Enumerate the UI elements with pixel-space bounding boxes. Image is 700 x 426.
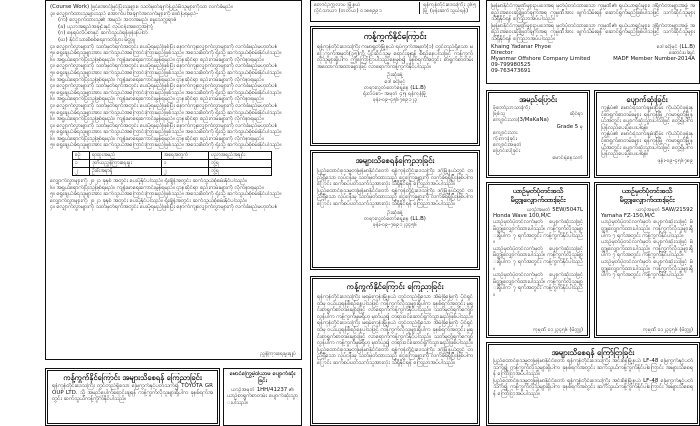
- table-cell: ဦးစီးအရာရှိ: [89, 168, 161, 176]
- company-name: Myanmar Offshore Company Limited: [491, 55, 591, 62]
- recruitment-paragraph: ၅။ ရွေးချယ်ခံရသူများအား ဆက်သွယ်အကြောင်းကြားမည်ဖြစ်သည်။ အသေးစိတ်ကို ရုံးသို့ ဆက်သွယ်စုံစမ်းနိုင်ပါသည်။: [50, 129, 282, 136]
- signatory-line: ဒေါ်ခင်မြင့် (LL.B): [656, 43, 695, 50]
- notice-heading: ပျောက်ဆုံးခြင်း: [626, 95, 668, 104]
- recruitment-paragraph: ၆။ အရွယ်ရောက်ပြီးသူဖြစ်ရမည်။ ကျန်းမာရေးကောင်းမွန်ရမည်။ ဌာနဆိုင်ရာ စည်းကမ်းများကို လိုက်နာရမည်။: [50, 116, 264, 123]
- recruitment-paragraph: ၆။ အရွယ်ရောက်ပြီးသူဖြစ်ရမည်။ ကျန်းမာရေးကောင်းမွန်ရမည်။ ဌာနဆိုင်ရာ စည်းကမ်းများကို လိုက်နာရမည်။: [50, 135, 264, 142]
- table-header: ရာထူးအမည်: [89, 152, 161, 160]
- notice-heading: ကန့်ကွက်နိုင်ကြောင်း ကြေညာခြင်း: [346, 282, 444, 291]
- signatory-line: ဒေါ်ခင်မြင့်: [384, 78, 406, 85]
- recruitment-paragraph: ၅။ ရွေးချယ်ခံရသူများအား ဆက်သွယ်အကြောင်းကြားမည်ဖြစ်သည်။ အသေးစိတ်ကို ရုံးသို့ ဆက်သွယ်စုံစမ်းနိုင်ပါသည်။: [50, 50, 282, 57]
- notice-heading: မိတ္တူလျှောက်ထားခြင်း: [510, 195, 566, 204]
- notice-public-2: [486, 342, 700, 426]
- recruitment-signoff: ညွှန်ကြားရေးမှူးချုပ်: [260, 350, 296, 357]
- notice-heading: အများသိစေရန်ကြေညာခြင်း: [355, 156, 435, 165]
- notice-public-1: [310, 150, 480, 270]
- notice-body: ရန်ကုန်တိုင်းဒေသကြီး မရမ်းကုန်းမြို့နယ် တွင်တည်ရှိသော အိမ်ခြံမြေကို ပိုင်ရှင်ထံမှ ဝယ်ယူရန်စီစဉ်နေပါသဖြင့် ကန့်ကွက်လိုသူများရှိပါက ခုနစ်ရက်အတွင်း မူရင်းစာရွက်စာတမ်းများဖြင့် လာရောက်ကန့်ကွက်နိုင်ပါသည်။ သတ်မှတ်ရက်ကျော်လွန်ပါက ကန့်ကွက်မှုမရှိဟု မှတ်ယူ၍ တရားဝင်ဆောင်ရွက်သွားမည်ဖြစ်ပါသည်။: [317, 294, 473, 320]
- vehicle-plate: ယာဉ်အမှတ် 5AW/21592: [636, 207, 693, 213]
- notice-line: ပြောင်းလဲခြင်း: [493, 148, 520, 155]
- notice-signoff: ကုမ္ပဏီ ၀၁၂၃၄၅၆ (မိတ္တူ): [642, 326, 693, 333]
- notice-line: ယာဉ်အမှတ် 1HH/41237 ၏: [231, 387, 294, 393]
- notice-objection-2: [310, 276, 480, 426]
- notice-line: ယာဉ်စာရွက်စာတမ်း ပျောက်ဆုံးသွားပါသည်။: [227, 393, 298, 406]
- notice-vehicle-2: [594, 182, 700, 338]
- member-number: MADF Member Number-2014A: [613, 55, 695, 62]
- phone-number: 09-763473691: [491, 68, 531, 75]
- recruitment-paragraph: ၄။ လျှောက်လွှာများကို သတ်မှတ်ရက်အတွင်း ပေးပို့ရမည်ဖြစ်ပြီး နောက်ကျလျှောက်လွှာများကို လက်ခံမည်မဟုတ်ပါ။: [50, 102, 278, 109]
- table-cell: ၁: [161, 160, 208, 168]
- notice-line: ကျောင်းအမှတ်: [493, 142, 522, 149]
- table-row: [73, 152, 272, 160]
- notice-heading: အမည်ပြောင်း: [519, 95, 557, 104]
- recruitment-paragraph: ၆။ အရွယ်ရောက်ပြီးသူဖြစ်ရမည်။ ကျန်းမာရေးကောင်းမွန်ရမည်။ ဌာနဆိုင်ရာ စည်းကမ်းများကို လိုက်နာရမည်။: [50, 76, 264, 83]
- table-cell: ၁: [73, 160, 90, 168]
- signatory-line: ဦးဆုံခန့်: [387, 72, 403, 79]
- recruitment-paragraph: (ခ) ပညာအရည်အချင်းနှင့် လုပ်ငန်းအတွေ့အကြုံ: [58, 23, 153, 30]
- table-cell: ဘွဲ့ရ: [209, 160, 272, 168]
- notice-line: Grade 5 မှ: [556, 123, 583, 130]
- recruitment-paragraph: (ဂ) နေရပ်လိပ်စာနှင့် ဆက်သွယ်ရန်ဖုန်းနံပါတ်: [58, 30, 148, 37]
- notice-body: ယာဉ်မှတ်ပုံတင်လက်မှတ် ပျောက်ဆုံးသဖြင့် မိတ္တူလျှောက်ထားပါသည်။ ကန့်ကွက်လိုသူများရှိပါက ၇ ရက်အတွင်း ကန့်ကွက်နိုင်ပါသည်။: [493, 245, 583, 272]
- table-cell: ၂: [73, 168, 90, 176]
- notice-line: ကျောင်းသား: [493, 129, 518, 136]
- phone-number: ဖုန်း-၀၉-၄၅၆၇၈၉: [657, 157, 693, 164]
- signatory-line: တရားလွှတ်တော်ရှေ့နေ (LL.B): [364, 84, 426, 91]
- notice-body: ယာဉ်မှတ်ပုံတင်လက်မှတ် ပျောက်ဆုံးသဖြင့် မိတ္တူလျှောက်ထားပါသည်။ ကန့်ကွက်လိုသူများရှိပါက ၇ ရက်အတွင်း ကန့်ကွက်နိုင်ပါသည်။: [601, 239, 693, 259]
- table-cell: ၂: [161, 168, 208, 176]
- notice-line: ဖြစ်သူ: [493, 111, 506, 118]
- recruitment-tail: ၆။ အရွယ်ရောက်ပြီးသူဖြစ်ရမည်။ ကျန်းမာရေးကောင်းမွန်ရမည်။ ဌာနဆိုင်ရာ စည်းကမ်းများကို လိုက်နာရမည်။: [50, 184, 264, 191]
- recruitment-paragraph: ၄။ လျှောက်လွှာများကို သတ်မှတ်ရက်အတွင်း ပေးပို့ရမည်ဖြစ်ပြီး နောက်ကျလျှောက်လွှာများကို လက်ခံမည်မဟုတ်ပါ။: [50, 122, 278, 129]
- signatory-line: ဖုန်း-၀၉-၄၅၆၇၈၉၁၂၃: [372, 97, 418, 104]
- recruitment-tail: လျှောက်လွှာများကို ၂၀၂၁ ခုနှစ် အတွင်း ပေးပို့နိုင်ပါသည်။ ရုံးချိန်အတွင်း ဆက်သွယ်စုံစမ်းနိုင်ပါသည်။: [50, 197, 247, 204]
- recruitment-paragraph: (ဃ) နိုင်ငံသားစိစစ်ရေးကတ်ပြား မိတ္တူ: [58, 36, 135, 43]
- table-header: စဉ်: [73, 152, 90, 160]
- notice-heading: ယာဉ်မှတ်ပုံတင်အသိ: [621, 187, 673, 195]
- recruitment-paragraph: (က) လျှောက်ထားသူ၏ အမည်၊ အဘအမည်၊ မွေးသက္ကရာဇ်: [58, 17, 177, 24]
- table-header: အရေအတွက်: [161, 152, 208, 160]
- recruitment-paragraph: ၅။ ရွေးချယ်ခံရသူများအား ဆက်သွယ်အကြောင်းကြားမည်ဖြစ်သည်။ အသေးစိတ်ကို ရုံးသို့ ဆက်သွယ်စုံစမ်းနိုင်ပါသည်။: [50, 109, 282, 116]
- notice-line: ဖို့ဘော်ညာသားကြီး: [493, 105, 530, 111]
- recruitment-paragraph: ၄။ လျှောက်လွှာများကို သတ်မှတ်ရက်အတွင်း ပေးပို့ရမည်ဖြစ်ပြီး နောက်ကျလျှောက်လွှာများကို လက်ခံမည်မဟုတ်ပါ။: [50, 83, 278, 90]
- signatory-line: ဖုန်း-၀၉-၇၈၉၁၂၃၄၅၆: [372, 221, 418, 228]
- notice-body: ယာဉ်မှတ်ပုံတင်လက်မှတ် ပျောက်ဆုံးသဖြင့် မိတ္တူလျှောက်ထားပါသည်။ ကန့်ကွက်လိုသူများရှိပါက ၇ ရက်အတွင်း ကန့်ကွက်နိုင်ပါသည်။: [601, 219, 693, 239]
- notice-body: ပြည်ထောင်စုသမ္မတမြန်မာနိုင်ငံတော် ရန်ကုန်တိုင်းဒေသကြီး ဒဂုံမြို့နယ်တွင် တည်ရှိသော လုပ်ငန်းမှ သတ်မှတ်ထားသည့် ငွေကြေးများကို လက်ခံရရှိပြီးဖြစ်ပါကြောင်း ဆက်စပ်ပတ်သက်သူအားလုံး သိရှိနိုင်ရန် ကြေညာအပ်ပါသည်။: [317, 187, 473, 207]
- notice-address-top: [310, 0, 480, 22]
- signatory-line: ဦးဆုံခန့်: [387, 209, 403, 216]
- recruitment-tail: ၄။ လျှောက်လွှာများကို သတ်မှတ်ရက်အတွင်း ပေးပို့ရမည်ဖြစ်ပြီး နောက်ကျလျှောက်လွှာများကို လက်ခံမည်မဟုတ်ပါ။: [50, 204, 278, 211]
- notice-vehicle-1: [486, 182, 590, 338]
- notice-body: ရန်ကုန်တိုင်းဒေသကြီး တွင်တည်ရှိသော မြေကွက်နှင့်ပတ်သက်၍ TOYOTA GROUP LTD. သို့ အမည်ပေါက်ရောင်းချရန် ကန့်ကွက်လိုသူများရှိပါက ခုနစ်ရက်အတွင်း ဆက်သွယ်ကန့်ကွက်နိုင်ပါသည်။: [52, 383, 213, 403]
- notice-company: [486, 0, 700, 84]
- address-line: ရန်ကုန်တိုင်းဒေသကြီး ၃၆၅: [423, 2, 476, 8]
- recruitment-paragraph: ၅။ ရွေးချယ်ခံရသူများအား ဆက်သွယ်အကြောင်းကြားမည်ဖြစ်သည်။ အသေးစိတ်ကို ရုံးသို့ ဆက်သွယ်စုံစမ်းနိုင်ပါသည်။: [50, 89, 282, 96]
- signatory-line: ဆောင်းပါးရှင်: [669, 49, 695, 56]
- notice-heading: ယာဉ်မှတ်ပုံတင်အသိ: [512, 187, 564, 195]
- notice-body: ယာဉ်မှတ်ပုံတင်လက်မှတ် ပျောက်ဆုံးသဖြင့် မိတ္တူလျှောက်ထားပါသည်။ ကန့်ကွက်လိုသူများရှိပါက ၇ ရက်အတွင်း ကန့်ကွက်နိုင်ပါသည်။: [493, 219, 583, 246]
- recruitment-paragraph: ၅။ ရွေးချယ်ခံရသူများအား ဆက်သွယ်အကြောင်းကြားမည်ဖြစ်သည်။ အသေးစိတ်ကို ရုံးသို့ ဆက်သွယ်စုံစမ်းနိုင်ပါသည်။: [50, 142, 282, 149]
- address-line: လှိုင်သာယာ (တတိယ) ၀၁၈၈၉၉၁: [314, 8, 382, 15]
- notice-signoff: မောင်ရဲနေသက်: [552, 154, 583, 161]
- notice-body: ပြည်ထောင်စုသမ္မတမြန်မာနိုင်ငံတော် ရန်ကုန်တိုင်းဒေသကြီး ဒဂုံမြို့နယ်တွင် တည်ရှိသော လုပ်ငန်းမှ သတ်မှတ်ထားသည့် ငွေကြေးများကို လက်ခံရရှိပြီးဖြစ်ပါကြောင်း ဆက်စပ်ပတ်သက်သူအားလုံး သိရှိနိုင်ရန် ကြေညာအပ်ပါသည်။: [317, 346, 473, 366]
- recruitment-tail: ၅။ ရွေးချယ်ခံရသူများအား ဆက်သွယ်အကြောင်းကြားမည်ဖြစ်သည်။ အသေးစိတ်ကို ရုံးသို့ ဆက်သွယ်စုံစမ်းနိုင်ပါသည်။: [50, 191, 282, 198]
- recruitment-paragraph: (Course Work) ဖြင့်အောင်မြင်ပြီးသူများ။ သတ်မှတ်ချက်ပြည့်မီသူများကိုသာ လက်ခံမည်။: [50, 4, 233, 10]
- notice-body: ယာဉ်မှတ်ပုံတင်လက်မှတ် ပျောက်ဆုံးသဖြင့် မိတ္တူလျှောက်ထားပါသည်။ ကန့်ကွက်လိုသူများရှိပါက ၇ ရက်အတွင်း ကန့်ကွက်နိုင်ပါသည်။: [601, 258, 693, 279]
- notice-heading: အများသိစေရန် ကြော်ငြာခြင်း: [551, 348, 635, 357]
- recruitment-paragraph: ၃။ လျှောက်ထားသူများသည် အောက်ပါအချက်အလက်များကို ဖော်ပြရမည်-: [50, 10, 199, 17]
- recruitment-paragraph: ၄။ လျှောက်လွှာများကို သတ်မှတ်ရက်အတွင်း ပေးပို့ရမည်ဖြစ်ပြီး နောက်ကျလျှောက်လွှာများကို လက်ခံမည်မဟုတ်ပါ။: [50, 43, 278, 50]
- recruitment-tail: လျှောက်လွှာများကို ၂၀၂၁ ခုနှစ် အတွင်း ပေးပို့နိုင်ပါသည်။ ရုံးချိန်အတွင်း ဆက်သွယ်စုံစမ်းနိုင်ပါသည်။: [50, 178, 247, 185]
- notice-objection-1: [310, 26, 480, 146]
- signatory-name: Khaing Yadanar Phyoe: [491, 43, 552, 50]
- notice-heading: ကန့်ကွက်နိုင်ကြောင်း: [363, 31, 427, 41]
- recruitment-paragraph: ၅။ ရွေးချယ်ခံရသူများအား ဆက်သွယ်အကြောင်းကြားမည်ဖြစ်သည်။ အသေးစိတ်ကို ရုံးသို့ ဆက်သွယ်စုံစမ်းနိုင်ပါသည်။: [50, 69, 282, 76]
- recruitment-paragraph: ၄။ လျှောက်လွှာများကို သတ်မှတ်ရက်အတွင်း ပေးပို့ရမည်ဖြစ်ပြီး နောက်ကျလျှောက်လွှာများကို လက်ခံမည်မဟုတ်ပါ။: [50, 63, 278, 70]
- recruitment-paragraph: ၆။ အရွယ်ရောက်ပြီးသူဖြစ်ရမည်။ ကျန်းမာရေးကောင်းမွန်ရမည်။ ဌာနဆိုင်ရာ စည်းကမ်းများကို လိုက်နာရမည်။: [50, 56, 264, 63]
- table-header: ပညာအရည်အချင်း: [209, 152, 272, 160]
- vehicle-brand: Honda Wave 100,M/C: [493, 213, 551, 220]
- notice-signoff: ကုမ္ပဏီ ၀၁၂၃၄၅၆ (မိတ္တူ): [532, 326, 583, 333]
- signatory-line: ရုံးလိပ်စာ- အမှတ် ၄၅၊ ရန်ကုန်မြို့: [363, 90, 427, 97]
- recruitment-paragraph: ၆။ အရွယ်ရောက်ပြီးသူဖြစ်ရမည်။ ကျန်းမာရေးကောင်းမွန်ရမည်။ ဌာနဆိုင်ရာ စည်းကမ်းများကို လိုက်နာရမည်။: [50, 96, 264, 103]
- notice-body: ယာဉ်မှတ်ပုံတင်လက်မှတ် ပျောက်ဆုံးသဖြင့် မိတ္တူလျှောက်ထားပါသည်။ ကန့်ကွက်လိုသူများရှိပါက ၇ ရက်အတွင်း ကန့်ကွက်နိုင်ပါသည်။: [493, 272, 583, 298]
- notice-lost: [594, 90, 700, 178]
- notice-body: ရန်ကုန်တိုင်းဒေသကြီး ကမာရွတ်မြို့နယ် ရပ်ကွက်အမှတ်(၁) တွင်တည်ရှိသော မြေကွက်အမှတ်(၃၅)ကို ပိုင်ဆိုင်သူမှ ရောင်းချရန် စီစဉ်နေပါသဖြင့် ကန့်ကွက်လိုသူများရှိပါက ဤကြော်ငြာပါသည့်နေ့မှစ၍ ခုနစ်ရက်အတွင်း စာရွက်စာတမ်း အထောက်အထားများဖြင့် လာရောက်ကန့်ကွက်နိုင်ပါသည်။: [317, 44, 473, 70]
- notice-body: ပြည်ထောင်စုသမ္မတမြန်မာနိုင်ငံတော် ရန်ကုန်တိုင်းဒေသကြီး ဒဂုံမြို့နယ်တွင် တည်ရှိသော လုပ်ငန်းမှ သတ်မှတ်ထားသည့် ငွေကြေးများကို လက်ခံရရှိပြီးဖြစ်ပါကြောင်း ဆက်စပ်ပတ်သက်သူအားလုံး သိရှိနိုင်ရန် ကြေညာအပ်ပါသည်။: [317, 168, 473, 188]
- notice-body: ကျွန်ုပ်၏ မောင်ရဲသက်ချမ်းငြိမ်း ကိုယ်ပိုင်ဖုန်းနှင့်စာရွက်စာတမ်းများ ရန်ကုန်မြို့ ကမာရွတ်မြို့နယ်အတွင်း ပျောက်ဆုံးသွားပါသဖြင့် တွေ့ရှိပါက ပြန်လည်ပေးပို့ပေးပါရန်။: [601, 131, 693, 158]
- table-cell: ဘွဲ့ရ: [209, 168, 272, 176]
- positions-table: [72, 151, 272, 176]
- notice-line: ကိုးကားခြင်း: [493, 136, 517, 143]
- signatory-line: တရားလွှတ်တော်ရှေ့နေ (LL.B): [364, 215, 426, 222]
- notice-objection-bottom: [45, 368, 220, 426]
- notice-heading: မိတ္တူလျှောက်ထားခြင်း: [619, 195, 675, 204]
- notice-lost-bottom: [223, 368, 302, 426]
- notice-body: ကျွန်ုပ်၏ မောင်ရဲသက်ချမ်းငြိမ်း ကိုယ်ပိုင်ဖုန်းနှင့်စာရွက်စာတမ်းများ ရန်ကုန်မြို့ ကမာရွတ်မြို့နယ်အတွင်း ပျောက်ဆုံးသွားပါသဖြင့် တွေ့ရှိပါက ပြန်လည်ပေးပို့ပေးပါရန်။: [601, 105, 693, 131]
- vehicle-plate: ယာဉ်အမှတ် 5EW/5047L: [526, 207, 583, 213]
- notice-body: ပြည်ထောင်စုသမ္မတမြန်မာနိုင်ငံတော် ရန်ကုန်တိုင်းဒေသကြီး အင်းစိန်မြို့နယ် LF-48 မြေကွက်နှင့်ပတ်သက်၍ ကန့်ကွက်လိုသူများရှိပါက ခုနစ်ရက်အတွင်း ဆက်သွယ်ကန့်ကွက်နိုင်ပါကြောင်း အများသိစေရန် ကြော်ငြာအပ်ပါသည်။: [493, 358, 693, 378]
- signatory-role: Director: [491, 49, 513, 56]
- notice-body: ပြည်ထောင်စုသမ္မတမြန်မာနိုင်ငံတော် ရန်ကုန်တိုင်းဒေသကြီး အင်းစိန်မြို့နယ် LF-48 မြေကွက်နှင့်ပတ်သက်၍ ကန့်ကွက်လိုသူများရှိပါက ခုနစ်ရက်အတွင်း ဆက်သွယ်ကန့်ကွက်နိုင်ပါကြောင်း အများသိစေရန် ကြော်ငြာအပ်ပါသည်။: [493, 377, 693, 397]
- notice-line: ကျောင်းသား(3/MaKaNa): [493, 117, 549, 124]
- vehicle-brand: Yamaha FZ-150,M/C: [601, 213, 655, 220]
- notice-name-change: [486, 90, 590, 178]
- table-cell: ဒုတိယညွှန်ကြားရေးမှူး: [89, 160, 161, 168]
- notice-body: ရန်ကုန်တိုင်းဒေသကြီး မရမ်းကုန်းမြို့နယ် တွင်တည်ရှိသော အိမ်ခြံမြေကို ပိုင်ရှင်ထံမှ ဝယ်ယူရန်စီစဉ်နေပါသဖြင့် ကန့်ကွက်လိုသူများရှိပါက ခုနစ်ရက်အတွင်း မူရင်းစာရွက်စာတမ်းများဖြင့် လာရောက်ကန့်ကွက်နိုင်ပါသည်။ သတ်မှတ်ရက်ကျော်လွန်ပါက ကန့်ကွက်မှုမရှိဟု မှတ်ယူ၍ တရားဝင်ဆောင်ရွက်သွားမည်ဖြစ်ပါသည်။: [317, 320, 473, 347]
- notice-heading: မောင်ကြွေမဲ့ဝါယာမ ပျောက်ဆုံးခြင်း: [229, 371, 296, 384]
- notice-body: မြန်မာနိုင်ငံကုမ္ပဏီများဥပဒေအရ မှတ်ပုံတင်ထားသော ကုမ္ပဏီ၏ ရှယ်ယာရှင်များ၊ ဒါရိုက်တာများအဖွဲ့ အစည်းအဝေးဆုံးဖြတ်ချက်အရ ကုမ္ပဏီအား ဖျက်သိမ်းရန် ဆောင်ရွက်မည်ဖြစ်ပါသဖြင့် သက်ဆိုင်သူများ သိရှိနိုင်ရန် ကြေညာအပ်ပါသည်။: [491, 22, 695, 42]
- table-row: [73, 168, 272, 176]
- notice-heading: ကန့်ကွက်နိုင်ကြောင်း အများသိစေရန် ကြေညာခြင်း: [63, 373, 202, 382]
- table-row: [73, 160, 272, 168]
- notice-body: မြန်မာနိုင်ငံကုမ္ပဏီများဥပဒေအရ မှတ်ပုံတင်ထားသော ကုမ္ပဏီ၏ ရှယ်ယာရှင်များ၊ ဒါရိုက်တာများအဖွဲ့ အစည်းအဝေးဆုံးဖြတ်ချက်အရ ကုမ္ပဏီအား ဖျက်သိမ်းရန် ဆောင်ရွက်မည်ဖြစ်ပါသဖြင့် သက်ဆိုင်သူများ သိရှိနိုင်ရန် ကြေညာအပ်ပါသည်။: [491, 3, 695, 23]
- address-line: တောင်ဥက္ကလာပ မြို့နယ်: [314, 2, 361, 8]
- phone-number: 09-799980525: [491, 62, 531, 69]
- address-line: မြို့ (ဖုန်းဆက်သွယ်ရန်): [423, 8, 469, 15]
- notice-recruitment: [45, 0, 302, 360]
- notice-line: ဆိုင်ရာ: [569, 111, 583, 118]
